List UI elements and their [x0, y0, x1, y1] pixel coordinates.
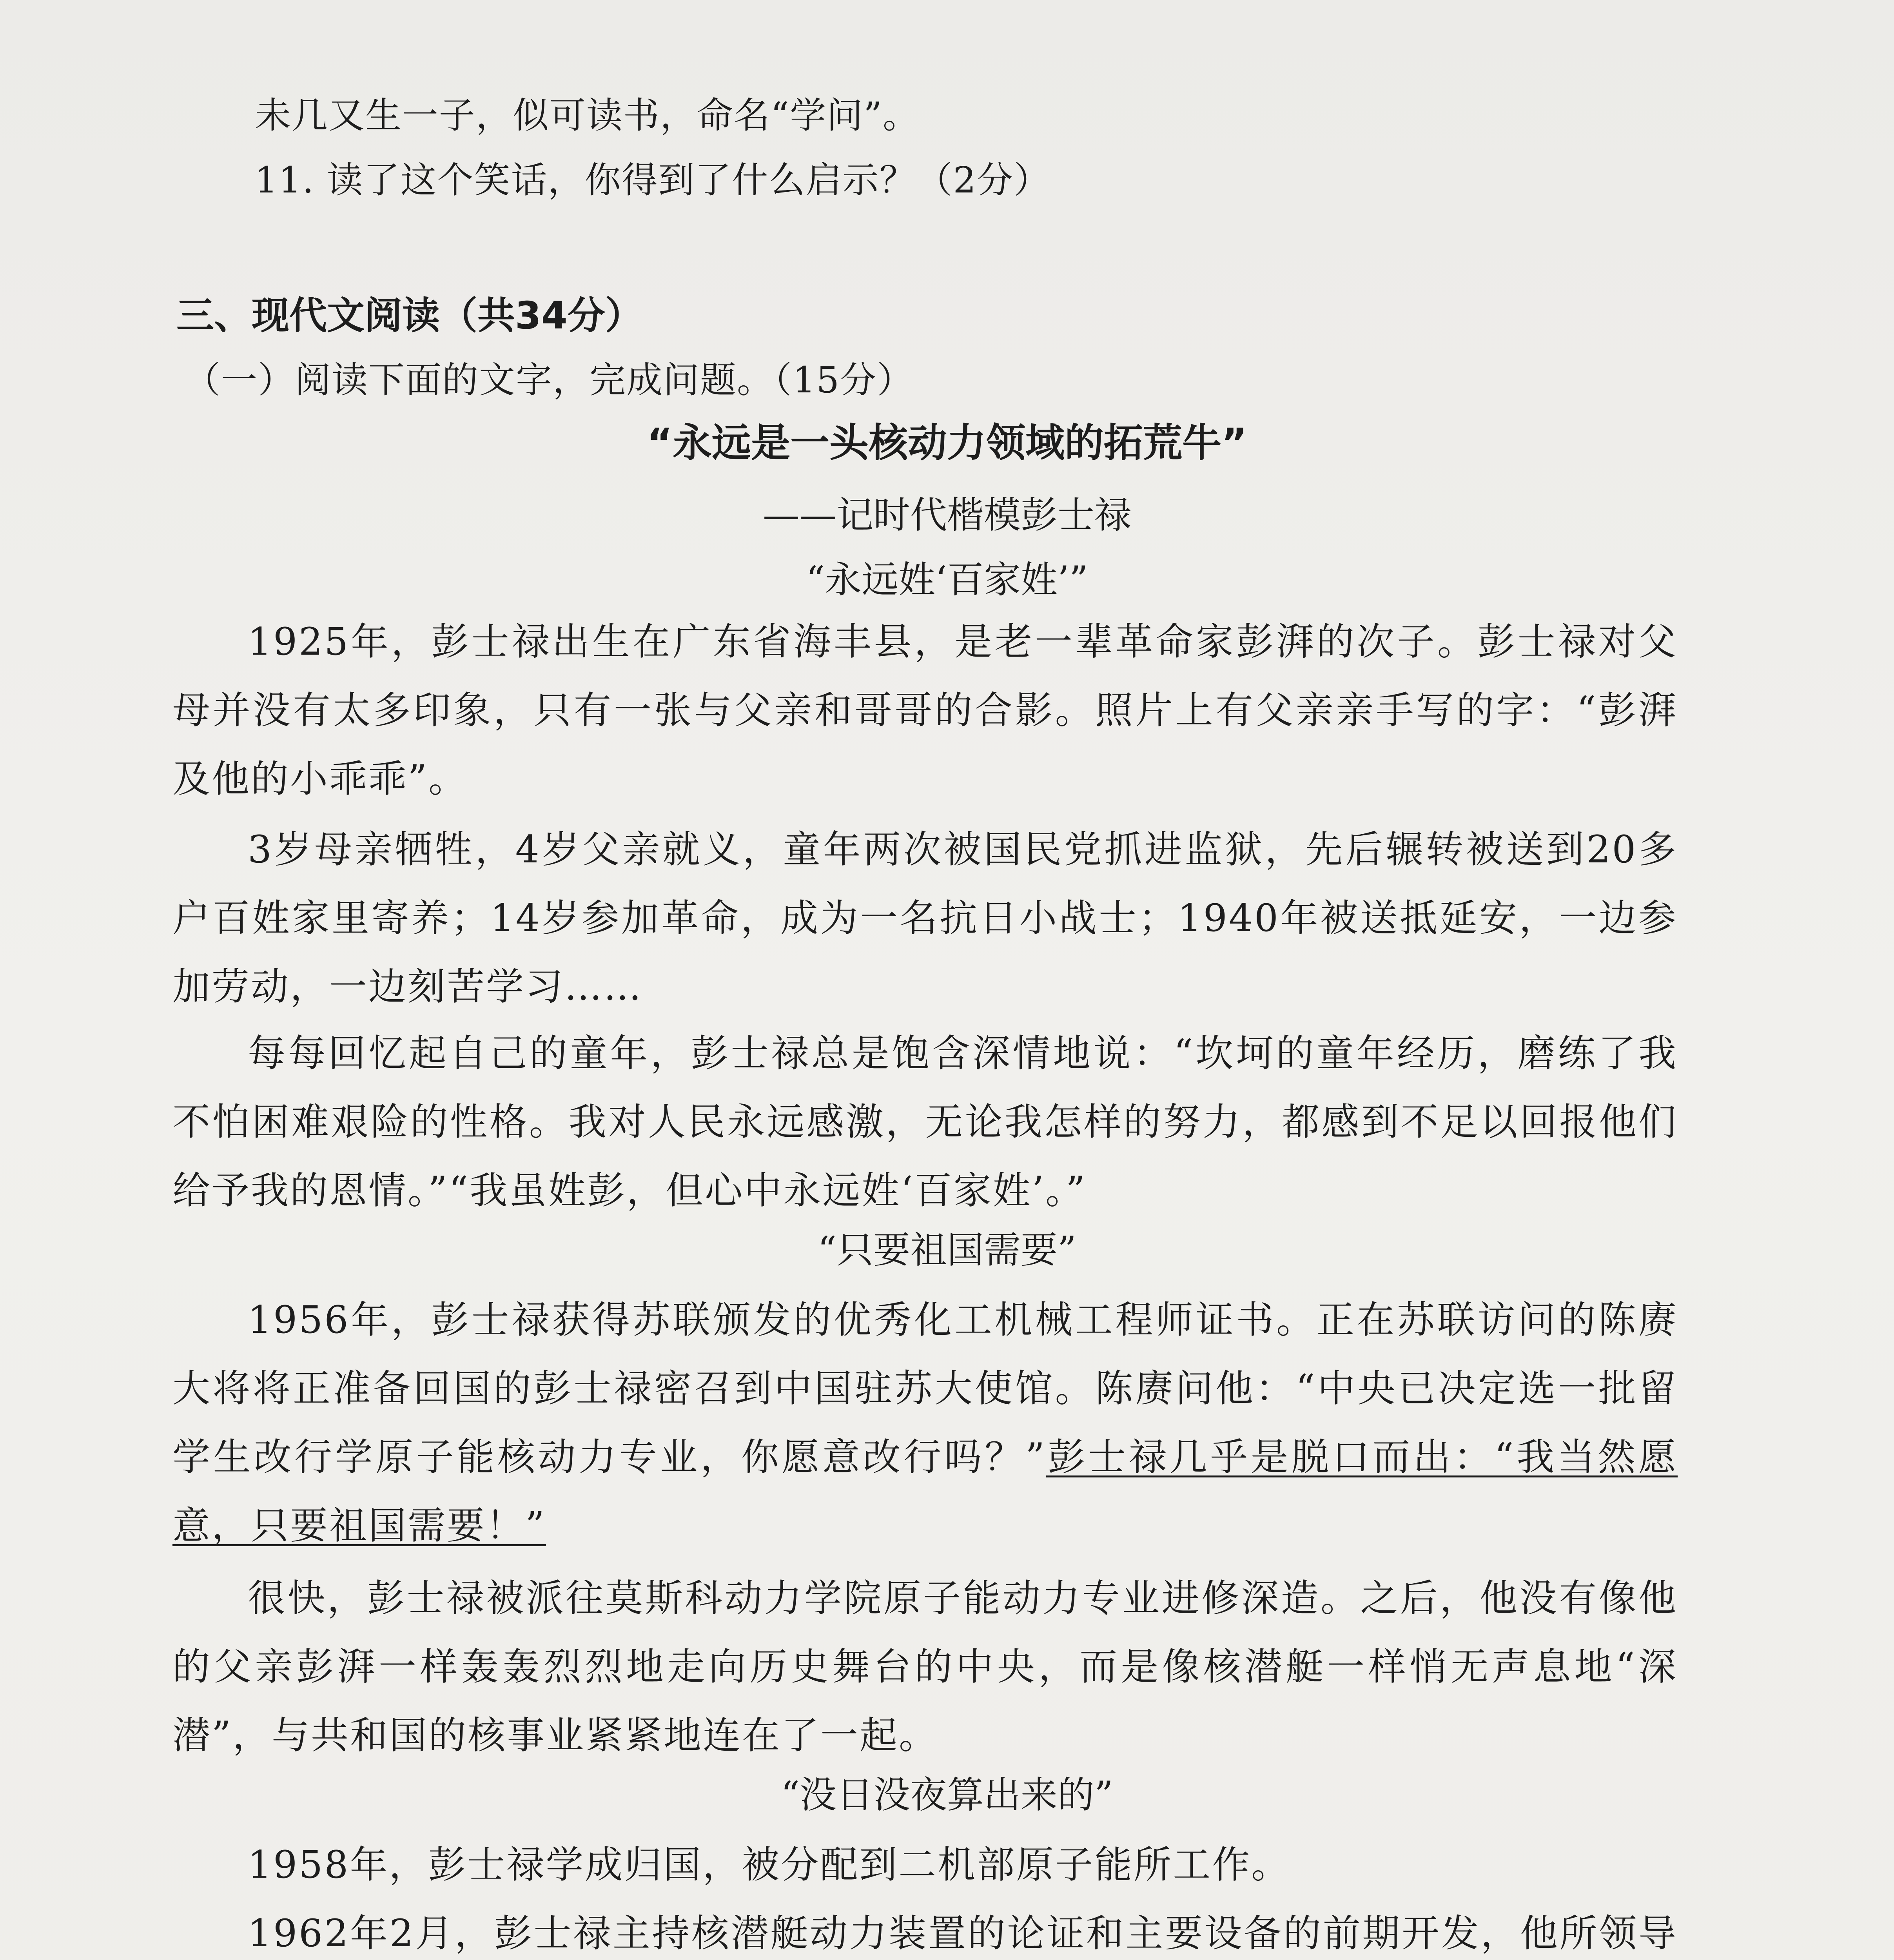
subheading-1: “永远姓‘百家姓’” — [806, 559, 1088, 601]
paragraph-5: 很快，彭士禄被派往莫斯科动力学院原子能动力专业进修深造。之后，他没有像他的父亲彭湃一样轰轰烈烈地走向历史舞台的中央，而是像核潜艇一样悄无声息地“深潜”，与共和国的核事业紧紧地连在了一起。 — [172, 1576, 1678, 1757]
question-11: 11. 读了这个笑话，你得到了什么启示？（2分） — [255, 159, 1051, 201]
paragraph-7: 1962年2月，彭士禄主持核潜艇动力装置的论证和主要设备的前期开发，他所领导 — [248, 1911, 1678, 1955]
part-heading: （一）阅读下面的文字，完成问题。（15分） — [184, 359, 914, 401]
underlined-sentence: 彭士禄几乎是脱口而出：“我当然愿意，只要祖国需要！” — [172, 1435, 1678, 1548]
subheading-2: “只要祖国需要” — [817, 1229, 1077, 1272]
paragraph-6: 1958年，彭士禄学成归国，被分配到二机部原子能所工作。 — [248, 1843, 1291, 1887]
paragraph-1: 1925年，彭士禄出生在广东省海丰县，是老一辈革命家彭湃的次子。彭士禄对父母并没有太多印象，只有一张与父亲和哥哥的合影。照片上有父亲亲手写的字：“彭湃及他的小乖乖”。 — [172, 620, 1678, 801]
paragraph-4 — [172, 1286, 1678, 1560]
paragraph-4-text: 1956年，彭士禄获得苏联颁发的优秀化工机械工程师证书。正在苏联访问的陈赓大将将正准备回国的彭士禄密召到中国驻苏大使馆。陈赓问他：“中央已决定选一批留学生改行学原子能核动力专业，你愿意改行吗？” — [172, 1298, 1678, 1479]
top-line: 未几又生一子，似可读书，命名“学问”。 — [255, 94, 920, 136]
article-title: “永远是一头核动力领域的拓荒牛” — [647, 420, 1247, 466]
paragraph-2: 3岁母亲牺牲，4岁父亲就义，童年两次被国民党抓进监狱，先后辗转被送到20多户百姓家里寄养；14岁参加革命，成为一名抗日小战士；1940年被送抵延安，一边参加劳动，一边刻苦学习…… — [172, 828, 1678, 1009]
subheading-3: “没日没夜算出来的” — [780, 1774, 1114, 1817]
article-subtitle: ——记时代楷模彭士禄 — [762, 494, 1131, 537]
paragraph-3: 每每回忆起自己的童年，彭士禄总是饱含深情地说：“坎坷的童年经历，磨练了我不怕困难艰险的性格。我对人民永远感激，无论我怎样的努力，都感到不足以回报他们给予我的恩情。”“我虽姓彭，但心中永远姓‘百家姓’。” — [172, 1031, 1678, 1212]
section-heading: 三、现代文阅读（共34分） — [176, 294, 643, 338]
